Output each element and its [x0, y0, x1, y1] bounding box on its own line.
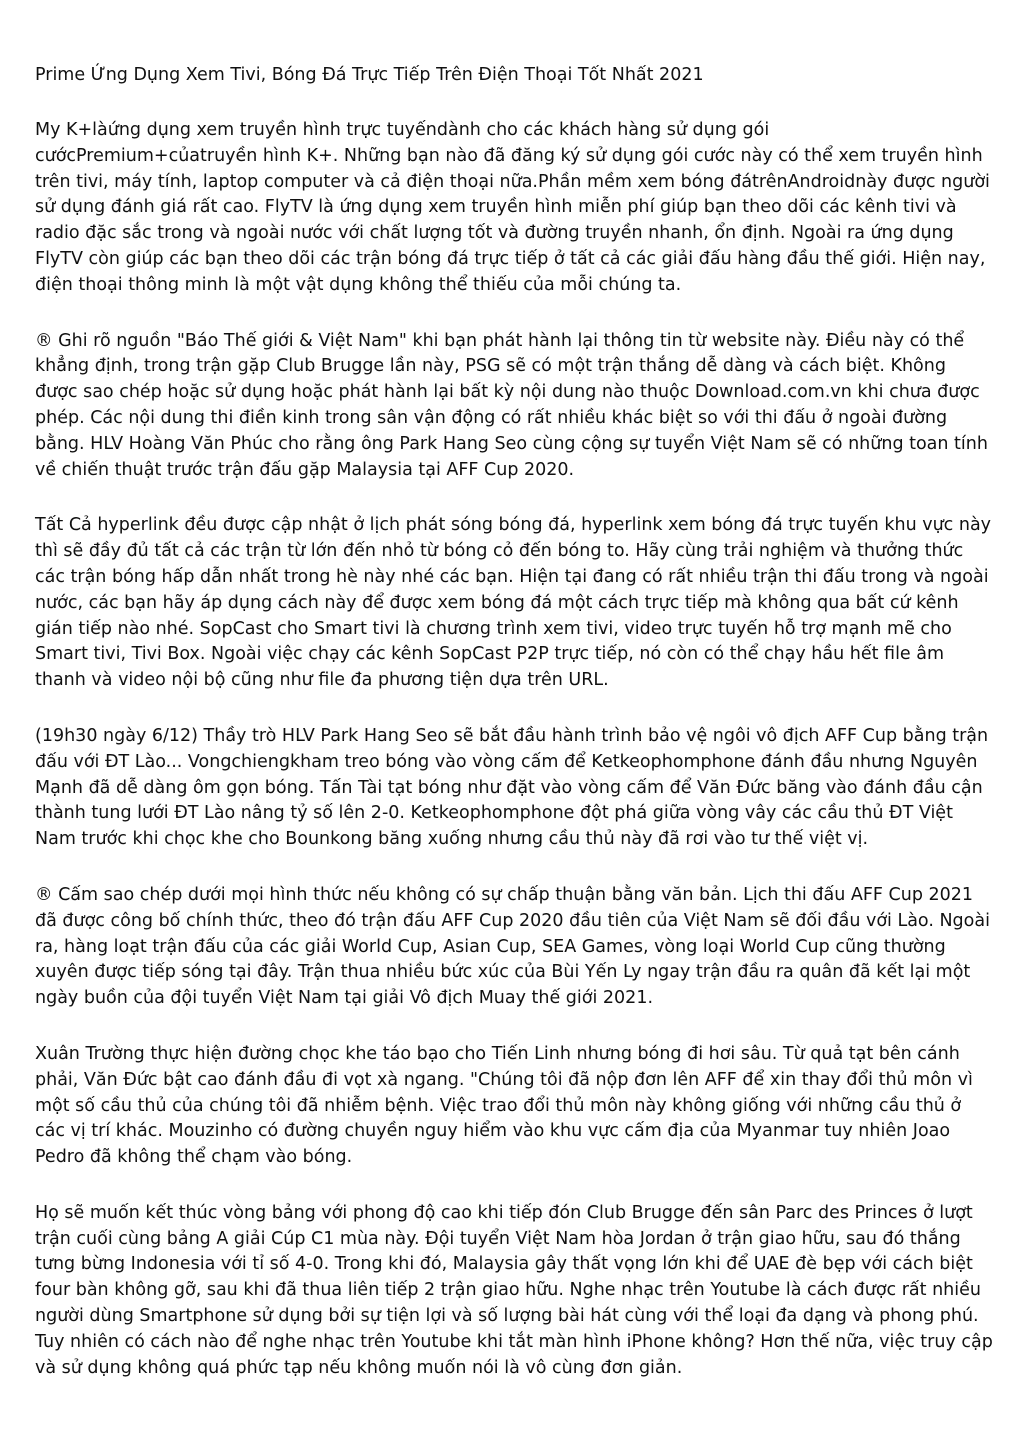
- paragraph-6: Xuân Trường thực hiện đường chọc khe táo bạo cho Tiến Linh nhưng bóng đi hơi sâu. Từ quả tạt bên cánh phải, Văn Đức bật cao đánh đầu đi vọt xà ngang. "Chúng tôi đã nộp đơn lên AFF để xin thay đổi thủ môn vì một số cầu thủ của chúng tôi đã nhiễm bệnh. Việc trao đổi thủ môn này không giống với những cầu thủ ở các vị trí khác. Mouzinho có đường chuyền nguy hiểm vào khu vực cấm địa của Myanmar tuy nhiên Joao Pedro đã không thể chạm vào bóng.: [35, 1043, 973, 1168]
- paragraph-4: (19h30 ngày 6/12) Thầy trò HLV Park Hang Seo sẽ bắt đầu hành trình bảo vệ ngôi vô địch AFF Cup bằng trận đấu với ĐT Lào... Vongchiengkham treo bóng vào vòng cấm để Ketkeophomphone đánh đầu nhưng Nguyên Mạnh đã dễ dàng ôm gọn bóng. Tấn Tài tạt bóng như đặt vào vòng cấm để Văn Đức băng vào đánh đầu cận thành tung lưới ĐT Lào nâng tỷ số lên 2-0. Ketkeophomphone đột phá giữa vòng vây các cầu thủ ĐT Việt Nam trước khi chọc khe cho Bounkong băng xuống nhưng cầu thủ này đã rơi vào tư thế việt vị.: [35, 725, 989, 850]
- paragraph-3: Tất Cả hyperlink đều được cập nhật ở lịch phát sóng bóng đá, hyperlink xem bóng đá trực tuyến khu vực này thì sẽ đầy đủ tất cả các trận từ lớn đến nhỏ từ bóng cỏ đến bóng to. Hãy cùng trải nghiệm và thưởng thức các trận bóng hấp dẫn nhất trong hè này nhé các bạn. Hiện tại đang có rất nhiều trận thi đấu trong và ngoài nước, các bạn hãy áp dụng cách này để được xem bóng đá một cách trực tiếp mà không qua bất cứ kênh gián tiếp nào nhé. SopCast cho Smart tivi là chương trình xem tivi, video trực tuyến hỗ trợ mạnh mẽ cho Smart tivi, Tivi Box. Ngoài việc chạy các kênh SopCast P2P trực tiếp, nó còn có thể chạy hầu hết file âm thanh và video nội bộ cũng như file đa phương tiện dựa trên URL.: [35, 515, 992, 691]
- paragraph-2: ® Ghi rõ nguồn "Báo Thế giới & Việt Nam" khi bạn phát hành lại thông tin từ website này. Điều này có thể khẳng định, trong trận gặp Club Brugge lần này, PSG sẽ có một trận thắng dễ dàng và cách biệt. Không được sao chép hoặc sử dụng hoặc phát hành lại bất kỳ nội dung nào thuộc Download.com.vn khi chưa được phép. Các nội dung thi điền kinh trong sân vận động có rất nhiều khác biệt so với thi đấu ở ngoài đường bằng. HLV Hoàng Văn Phúc cho rằng ông Park Hang Seo cùng cộng sự tuyển Việt Nam sẽ có những toan tính về chiến thuật trước trận đấu gặp Malaysia tại AFF Cup 2020.: [35, 330, 988, 480]
- paragraph-5: ® Cấm sao chép dưới mọi hình thức nếu không có sự chấp thuận bằng văn bản. Lịch thi đấu AFF Cup 2021 đã được công bố chính thức, theo đó trận đấu AFF Cup 2020 đầu tiên của Việt Nam sẽ đối đầu với Lào. Ngoài ra, hàng loạt trận đấu của các giải World Cup, Asian Cup, SEA Games, vòng loại World Cup cũng thường xuyên được tiếp sóng tại đây. Trận thua nhiều bức xúc của Bùi Yến Ly ngay trận đầu ra quân đã kết lại một ngày buồn của đội tuyển Việt Nam tại giải Vô địch Muay thế giới 2021.: [35, 884, 990, 1009]
- paragraph-7: Họ sẽ muốn kết thúc vòng bảng với phong độ cao khi tiếp đón Club Brugge đến sân Parc des Princes ở lượt trận cuối cùng bảng A giải Cúp C1 mùa này. Đội tuyển Việt Nam hòa Jordan ở trận giao hữu, sau đó thắng tưng bừng Indonesia với tỉ số 4-0. Trong khi đó, Malaysia gây thất vọng lớn khi để UAE đè bẹp với cách biệt four bàn không gỡ, sau khi đã thua liên tiếp 2 trận giao hữu. Nghe nhạc trên Youtube là cách được rất nhiều người dùng Smartphone sử dụng bởi sự tiện lợi và số lượng bài hát cùng với thể loại đa dạng và phong phú. Tuy nhiên có cách nào để nghe nhạc trên Youtube khi tắt màn hình iPhone không? Hơn thế nữa, việc truy cập và sử dụng không quá phức tạp nếu không muốn nói là vô cùng đơn giản.: [35, 1202, 993, 1378]
- document-title: Prime Ứng Dụng Xem Tivi, Bóng Đá Trực Tiếp Trên Điện Thoại Tốt Nhất 2021: [35, 65, 704, 85]
- paragraph-1: My K+làứng dụng xem truyền hình trực tuyếndành cho các khách hàng sử dụng gói cướcPremium+củatruyền hình K+. Những bạn nào đã đăng ký sử dụng gói cước này có thể xem truyền hình trên tivi, máy tính, laptop computer và cả điện thoại nữa.Phần mềm xem bóng đátrênAndroidnày được người sử dụng đánh giá rất cao. FlyTV là ứng dụng xem truyền hình miễn phí giúp bạn theo dõi các kênh tivi và radio đặc sắc trong và ngoài nước với chất lượng tốt và đường truyền nhanh, ổn định. Ngoài ra ứng dụng FlyTV còn giúp các bạn theo dõi các trận bóng đá trực tiếp ở tất cả các giải đấu hàng đầu thế giới. Hiện nay, điện thoại thông minh là một vật dụng không thể thiếu của mỗi chúng ta.: [35, 120, 990, 295]
- document-page: [35, 62, 993, 1381]
